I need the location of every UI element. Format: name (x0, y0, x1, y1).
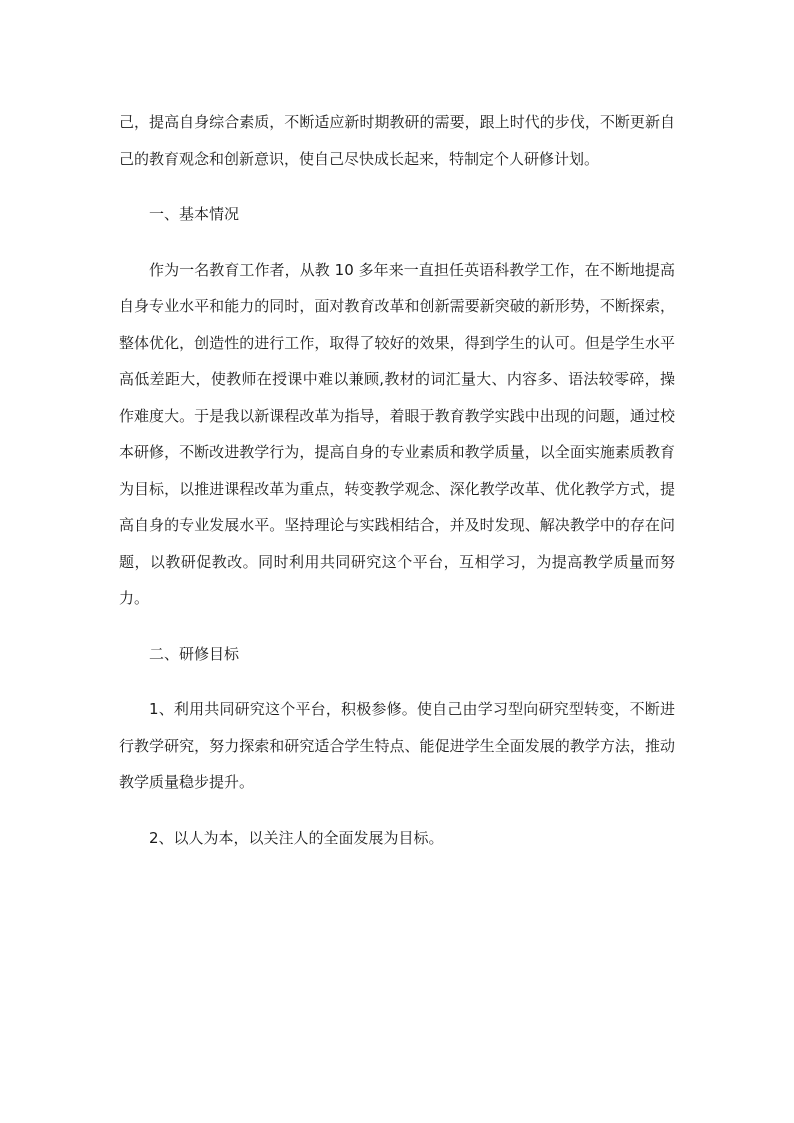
paragraph-intro-continuation: 己，提高自身综合素质，不断适应新时期教研的需要，跟上时代的步伐，不断更新自己的教育观念和创新意识，使自己尽快成长起来，特制定个人研修计划。 (119, 113, 675, 168)
document-body (119, 104, 675, 875)
paragraph-goal-1: 1、利用共同研究这个平台，积极参修。使自己由学习型向研究型转变，不断进行教学研究，努力探索和研究适合学生特点、能促进学生全面发展的教学方法，推动教学质量稳步提升。 (119, 700, 675, 791)
heading-basic-situation: 一、基本情况 (149, 205, 240, 223)
paragraph-basic-situation: 作为一名教育工作者，从教 10 多年来一直担任英语科教学工作，在不断地提高自身专业水平和能力的同时，面对教育改革和创新需要新突破的新形势，不断探索，整体优化，创造性的进行工作，取得了较好的效果，得到学生的认可。但是学生水平高低差距大，使教师在授课中难以兼顾,教材的词汇量大、内容多、语法较零碎，操作难度大。于是我以新课程改革为指导，着眼于教育教学实践中出现的问题，通过校本研修，不断改进教学行为，提高自身的专业素质和教学质量，以全面实施素质教育为目标，以推进课程改革为重点，转变教学观念、深化教学改革、优化教学方式，提高自身的专业发展水平。坚持理论与实践相结合，并及时发现、解决教学中的存在问题，以教研促教改。同时利用共同研究这个平台，互相学习，为提高教学质量而努力。 (119, 260, 675, 607)
paragraph-goal-2: 2、以人为本，以关注人的全面发展为目标。 (149, 828, 444, 847)
heading-study-goals: 二、研修目标 (149, 644, 240, 663)
